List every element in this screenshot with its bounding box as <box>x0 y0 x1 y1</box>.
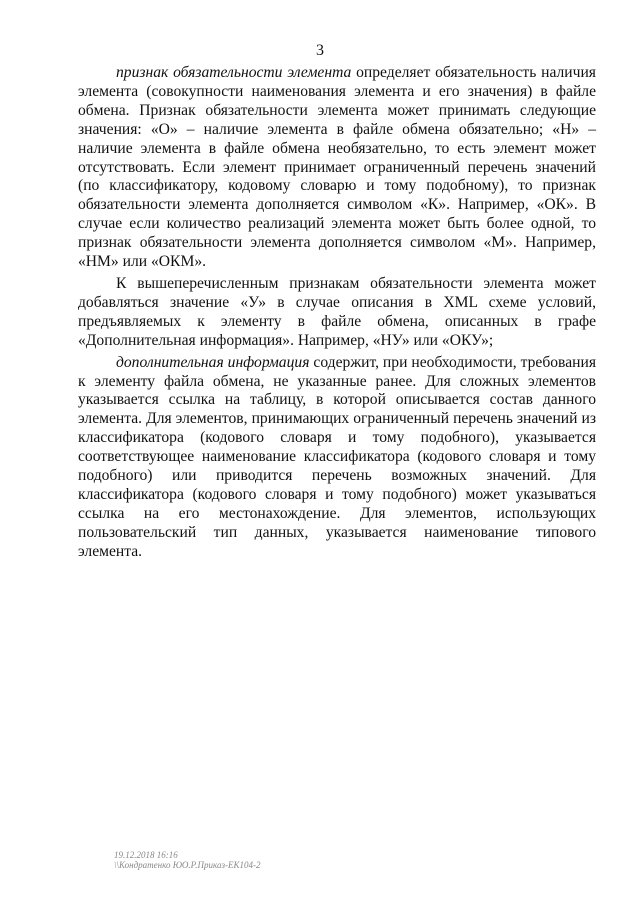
page-number: 3 <box>316 42 324 59</box>
document-footer <box>114 850 260 870</box>
footer-file-path: \\Кондратенко ЮО.Р.Приказ-ЕК104-2 <box>114 860 261 870</box>
paragraph-condition-attribute: К вышеперечисленным признакам обязательности элемента может добавляться значение «У» в случае описания в XML схеме условий, предъявляемых к элементу в файле обмена, описанных в графе «Дополнительная информация». Например, «НУ» или «ОКУ»; <box>78 274 596 349</box>
footer-timestamp: 19.12.2018 16:16 <box>114 850 178 860</box>
document-body <box>78 64 596 565</box>
paragraph-additional-info: дополнительная информация содержит, при необходимости, требования к элементу файла обмена, не указанные ранее. Для сложных элементов указывается ссылка на таблицу, в которой описывается состав данного элемента. Для элементов, принимающих ограниченный перечень значений из классификатора (кодового словаря и тому подобного), указывается соответствующее наименование классификатора (кодового словаря и тому подобного) или приводится перечень возможных значений. Для классификатора (кодового словаря и тому подобного) может указываться ссылка на его местонахождение. Для элементов, использующих пользовательский тип данных, указывается наименование типового элемента. <box>78 353 596 560</box>
paragraph-mandatory-attribute: признак обязательности элемента определяет обязательность наличия элемента (совокупности наименования элемента и его значения) в файле обмена. Признак обязательности элемента может принимать следующие значения: «О» – наличие элемента в файле обмена обязательно; «Н» – наличие элемента в файле обмена необязательно, то есть элемент может отсутствовать. Если элемент принимает ограниченный перечень значений (по классификатору, кодовому словарю и тому подобному), то признак обязательности элемента дополняется символом «К». Например, «ОК». В случае если количество реализаций элемента может быть более одной, то признак обязательности элемента дополняется символом «М». Например, «НМ» или «ОКМ». <box>78 64 596 271</box>
term: дополнительная информация <box>116 353 310 371</box>
term: признак обязательности элемента <box>116 64 352 81</box>
